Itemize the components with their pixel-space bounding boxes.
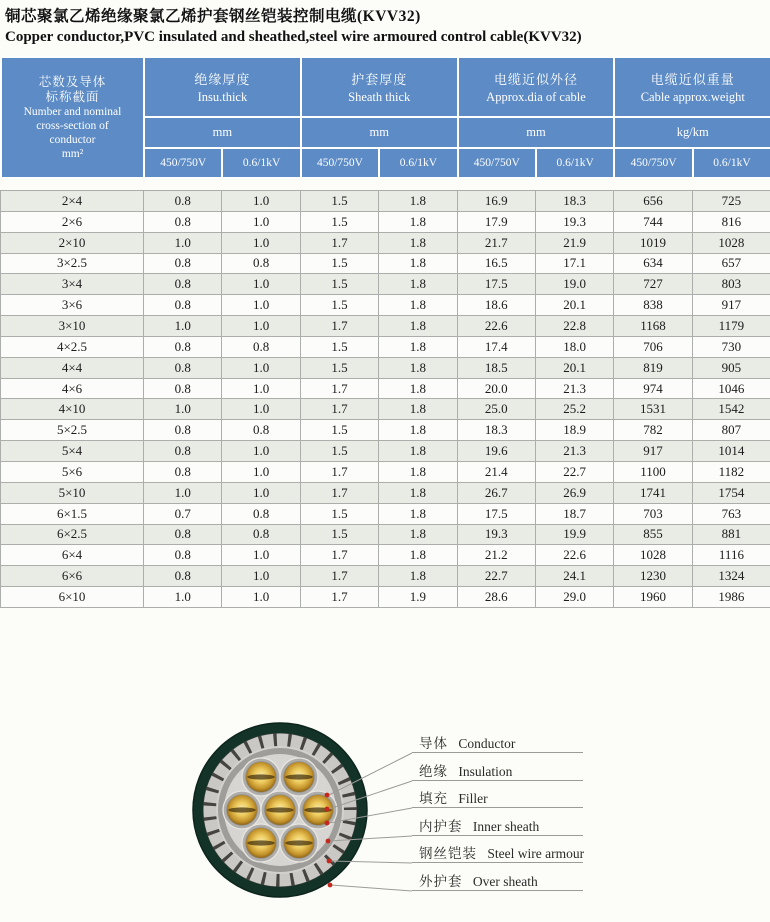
value-cell: 1.8	[379, 420, 457, 441]
value-cell: 1.5	[300, 524, 378, 545]
value-cell: 1.0	[222, 566, 300, 587]
value-cell: 1324	[692, 566, 770, 587]
value-cell: 24.1	[535, 566, 613, 587]
value-cell: 18.0	[535, 336, 613, 357]
unit-diameter: mm	[458, 117, 615, 148]
value-cell: 18.9	[535, 420, 613, 441]
value-cell: 1.0	[144, 399, 222, 420]
value-cell: 1.5	[300, 420, 378, 441]
value-cell: 1028	[614, 545, 692, 566]
core-conductor	[299, 791, 337, 829]
value-cell: 0.8	[144, 211, 222, 232]
value-cell: 1.5	[300, 274, 378, 295]
value-cell: 0.8	[144, 461, 222, 482]
voltage-col-header: 0.6/1kV	[222, 148, 300, 178]
header-weight-en: Cable approx.weight	[640, 90, 745, 104]
voltage-col-header: 450/750V	[458, 148, 536, 178]
row-size-label: 4×2.5	[1, 336, 144, 357]
table-row	[1, 399, 770, 420]
unit-insulation: mm	[144, 117, 301, 148]
row-size-label: 5×10	[1, 482, 144, 503]
value-cell: 20.0	[457, 378, 535, 399]
header-approx-diameter	[458, 57, 615, 117]
value-cell: 1.0	[144, 316, 222, 337]
value-cell: 17.9	[457, 211, 535, 232]
value-cell: 0.8	[144, 566, 222, 587]
value-cell: 1.0	[222, 232, 300, 253]
value-cell: 16.5	[457, 253, 535, 274]
value-cell: 1.0	[144, 232, 222, 253]
value-cell: 917	[614, 441, 692, 462]
table-row	[1, 316, 770, 337]
value-cell: 744	[614, 211, 692, 232]
row-size-label: 2×4	[1, 191, 144, 212]
value-cell: 21.7	[457, 232, 535, 253]
table-row	[1, 566, 770, 587]
value-cell: 1.8	[379, 295, 457, 316]
value-cell: 1.0	[144, 587, 222, 608]
value-cell: 0.8	[144, 191, 222, 212]
label-steel-wire-armour	[412, 842, 583, 863]
row-size-label: 4×10	[1, 399, 144, 420]
core-conductor	[242, 758, 280, 796]
value-cell: 1.8	[379, 357, 457, 378]
value-cell: 855	[614, 524, 692, 545]
header-conductor-size-en3: conductor	[49, 133, 96, 146]
value-cell: 656	[614, 191, 692, 212]
value-cell: 1.8	[379, 461, 457, 482]
value-cell: 0.8	[222, 253, 300, 274]
value-cell: 1.8	[379, 545, 457, 566]
value-cell: 1.0	[222, 441, 300, 462]
value-cell: 1.7	[300, 316, 378, 337]
value-cell: 782	[614, 420, 692, 441]
value-cell: 18.3	[535, 191, 613, 212]
value-cell: 0.8	[222, 524, 300, 545]
header-diameter-zh: 电缆近似外径	[493, 72, 578, 87]
value-cell: 26.7	[457, 482, 535, 503]
value-cell: 1.0	[222, 545, 300, 566]
value-cell: 21.4	[457, 461, 535, 482]
cable-layers	[193, 723, 367, 897]
value-cell: 1.8	[379, 316, 457, 337]
row-size-label: 6×1.5	[1, 503, 144, 524]
row-size-label: 2×10	[1, 232, 144, 253]
value-cell: 1182	[692, 461, 770, 482]
value-cell: 0.8	[144, 274, 222, 295]
value-cell: 0.8	[144, 378, 222, 399]
value-cell: 1531	[614, 399, 692, 420]
table-row	[1, 420, 770, 441]
row-size-label: 5×6	[1, 461, 144, 482]
value-cell: 1046	[692, 378, 770, 399]
header-approx-weight	[614, 57, 770, 117]
label-filler	[412, 787, 583, 808]
value-cell: 1986	[692, 587, 770, 608]
table-row	[1, 545, 770, 566]
value-cell: 816	[692, 211, 770, 232]
value-cell: 1.0	[222, 357, 300, 378]
value-cell: 1116	[692, 545, 770, 566]
value-cell: 1.8	[379, 253, 457, 274]
row-size-label: 3×2.5	[1, 253, 144, 274]
value-cell: 1.8	[379, 503, 457, 524]
label-conductor-en: Conductor	[458, 735, 516, 751]
cable-cross-section-illustration	[0, 720, 770, 905]
value-cell: 1.8	[379, 524, 457, 545]
row-size-label: 6×10	[1, 587, 144, 608]
value-cell: 730	[692, 336, 770, 357]
value-cell: 1.5	[300, 191, 378, 212]
label-inner-sheath-zh: 内护套	[419, 818, 463, 834]
value-cell: 657	[692, 253, 770, 274]
value-cell: 22.7	[535, 461, 613, 482]
unit-sheath: mm	[301, 117, 458, 148]
table-row	[1, 357, 770, 378]
header-insulation-en: Insu.thick	[197, 90, 248, 104]
value-cell: 881	[692, 524, 770, 545]
value-cell: 634	[614, 253, 692, 274]
value-cell: 1.8	[379, 399, 457, 420]
value-cell: 21.3	[535, 378, 613, 399]
voltage-col-header: 0.6/1kV	[693, 148, 770, 178]
value-cell: 727	[614, 274, 692, 295]
value-cell: 29.0	[535, 587, 613, 608]
value-cell: 1.8	[379, 232, 457, 253]
voltage-col-header: 0.6/1kV	[379, 148, 457, 178]
unit-weight: kg/km	[614, 117, 770, 148]
value-cell: 1.0	[222, 399, 300, 420]
core-conductor	[280, 758, 318, 796]
value-cell: 25.2	[535, 399, 613, 420]
value-cell: 20.1	[535, 295, 613, 316]
table-row	[1, 253, 770, 274]
row-size-label: 3×4	[1, 274, 144, 295]
value-cell: 22.6	[457, 316, 535, 337]
value-cell: 19.3	[457, 524, 535, 545]
value-cell: 1.0	[222, 461, 300, 482]
value-cell: 1.5	[300, 336, 378, 357]
title-block	[0, 0, 770, 47]
value-cell: 25.0	[457, 399, 535, 420]
value-cell: 1.7	[300, 232, 378, 253]
value-cell: 803	[692, 274, 770, 295]
value-cell: 1.0	[222, 482, 300, 503]
table-row	[1, 211, 770, 232]
value-cell: 1168	[614, 316, 692, 337]
value-cell: 1.8	[379, 566, 457, 587]
value-cell: 0.7	[144, 503, 222, 524]
value-cell: 1.0	[222, 316, 300, 337]
value-cell: 1.8	[379, 378, 457, 399]
header-conductor-size-zh1: 芯数及导体	[38, 74, 107, 89]
value-cell: 725	[692, 191, 770, 212]
value-cell: 21.3	[535, 441, 613, 462]
page-title-zh: 铜芯聚氯乙烯绝缘聚氯乙烯护套钢丝铠装控制电缆(KVV32)	[5, 8, 421, 25]
row-size-label: 5×4	[1, 441, 144, 462]
value-cell: 21.2	[457, 545, 535, 566]
value-cell: 1.0	[222, 274, 300, 295]
value-cell: 1.7	[300, 587, 378, 608]
value-cell: 22.7	[457, 566, 535, 587]
value-cell: 1.8	[379, 191, 457, 212]
voltage-col-header: 450/750V	[144, 148, 222, 178]
label-inner-sheath	[412, 815, 583, 836]
header-conductor-size-zh2: 标称截面	[45, 89, 100, 104]
value-cell: 819	[614, 357, 692, 378]
label-steel-wire-armour-zh: 钢丝铠装	[419, 845, 477, 861]
value-cell: 19.9	[535, 524, 613, 545]
value-cell: 0.8	[144, 545, 222, 566]
value-cell: 1.5	[300, 357, 378, 378]
row-size-label: 3×10	[1, 316, 144, 337]
value-cell: 1.0	[222, 191, 300, 212]
label-over-sheath-zh: 外护套	[419, 873, 463, 889]
row-size-label: 6×4	[1, 545, 144, 566]
value-cell: 1.8	[379, 211, 457, 232]
value-cell: 1.0	[222, 587, 300, 608]
table-row	[1, 461, 770, 482]
core-conductor	[261, 791, 299, 829]
value-cell: 1100	[614, 461, 692, 482]
value-cell: 1.9	[379, 587, 457, 608]
value-cell: 1.7	[300, 566, 378, 587]
value-cell: 974	[614, 378, 692, 399]
core-conductor	[223, 791, 261, 829]
value-cell: 1.5	[300, 211, 378, 232]
header-sheath-thickness	[301, 57, 458, 117]
label-over-sheath	[412, 870, 583, 891]
table-row	[1, 295, 770, 316]
table-gap	[0, 179, 770, 190]
value-cell: 1960	[614, 587, 692, 608]
voltage-col-header: 450/750V	[301, 148, 379, 178]
table-row	[1, 336, 770, 357]
value-cell: 1.5	[300, 295, 378, 316]
value-cell: 28.6	[457, 587, 535, 608]
value-cell: 1179	[692, 316, 770, 337]
value-cell: 1230	[614, 566, 692, 587]
label-filler-zh: 填充	[419, 790, 448, 806]
header-insulation-thickness	[144, 57, 301, 117]
value-cell: 18.7	[535, 503, 613, 524]
value-cell: 1.7	[300, 399, 378, 420]
table-row	[1, 378, 770, 399]
label-insulation	[412, 760, 583, 781]
value-cell: 19.6	[457, 441, 535, 462]
table-row	[1, 232, 770, 253]
value-cell: 0.8	[222, 420, 300, 441]
value-cell: 838	[614, 295, 692, 316]
value-cell: 917	[692, 295, 770, 316]
value-cell: 16.9	[457, 191, 535, 212]
core-conductor	[242, 824, 280, 862]
value-cell: 0.8	[144, 441, 222, 462]
cable-cross-section-diagram	[0, 720, 770, 905]
header-insulation-zh: 绝缘厚度	[194, 72, 251, 87]
table-row	[1, 274, 770, 295]
value-cell: 18.5	[457, 357, 535, 378]
value-cell: 706	[614, 336, 692, 357]
value-cell: 0.8	[222, 503, 300, 524]
label-insulation-zh: 绝缘	[419, 763, 448, 779]
value-cell: 1.7	[300, 482, 378, 503]
value-cell: 22.8	[535, 316, 613, 337]
value-cell: 0.8	[144, 420, 222, 441]
label-conductor-zh: 导体	[419, 735, 448, 751]
value-cell: 1.0	[222, 211, 300, 232]
table-row	[1, 524, 770, 545]
value-cell: 17.1	[535, 253, 613, 274]
row-size-label: 5×2.5	[1, 420, 144, 441]
header-sheath-zh: 护套厚度	[351, 72, 408, 87]
header-conductor-size-en1: Number and nominal	[23, 105, 122, 118]
header-sheath-en: Sheath thick	[348, 90, 411, 104]
table-row	[1, 441, 770, 462]
value-cell: 17.5	[457, 274, 535, 295]
label-insulation-en: Insulation	[458, 763, 513, 779]
value-cell: 19.3	[535, 211, 613, 232]
value-cell: 0.8	[144, 295, 222, 316]
value-cell: 1.8	[379, 274, 457, 295]
page-title-en: Copper conductor,PVC insulated and sheathed,steel wire armoured control cable(KVV32)	[5, 29, 582, 45]
value-cell: 1.5	[300, 441, 378, 462]
value-cell: 1.7	[300, 378, 378, 399]
value-cell: 0.8	[144, 357, 222, 378]
row-size-label: 3×6	[1, 295, 144, 316]
value-cell: 763	[692, 503, 770, 524]
value-cell: 0.8	[144, 524, 222, 545]
value-cell: 1.8	[379, 441, 457, 462]
value-cell: 22.6	[535, 545, 613, 566]
value-cell: 18.6	[457, 295, 535, 316]
value-cell: 0.8	[144, 336, 222, 357]
spec-table-header	[0, 56, 770, 179]
table-row	[1, 191, 770, 212]
value-cell: 1.8	[379, 482, 457, 503]
header-weight-zh: 电缆近似重量	[650, 72, 735, 87]
value-cell: 703	[614, 503, 692, 524]
value-cell: 1741	[614, 482, 692, 503]
label-conductor	[412, 732, 583, 753]
value-cell: 1.5	[300, 503, 378, 524]
value-cell: 1028	[692, 232, 770, 253]
row-size-label: 2×6	[1, 211, 144, 232]
value-cell: 17.4	[457, 336, 535, 357]
table-row	[1, 482, 770, 503]
value-cell: 1014	[692, 441, 770, 462]
value-cell: 18.3	[457, 420, 535, 441]
value-cell: 1.7	[300, 461, 378, 482]
value-cell: 19.0	[535, 274, 613, 295]
label-inner-sheath-en: Inner sheath	[472, 818, 540, 834]
value-cell: 17.5	[457, 503, 535, 524]
value-cell: 1.5	[300, 253, 378, 274]
label-steel-wire-armour-en: Steel wire armour	[487, 845, 585, 861]
header-conductor-size-en2: cross-section of	[36, 119, 109, 132]
row-size-label: 6×2.5	[1, 524, 144, 545]
value-cell: 1.7	[300, 545, 378, 566]
value-cell: 1019	[614, 232, 692, 253]
table-row	[1, 587, 770, 608]
spec-table-body	[0, 190, 770, 608]
value-cell: 21.9	[535, 232, 613, 253]
value-cell: 1542	[692, 399, 770, 420]
value-cell: 1.0	[222, 378, 300, 399]
value-cell: 26.9	[535, 482, 613, 503]
row-size-label: 4×4	[1, 357, 144, 378]
header-diameter-en: Approx.dia of cable	[486, 90, 586, 104]
label-over-sheath-en: Over sheath	[472, 873, 538, 889]
value-cell: 0.8	[222, 336, 300, 357]
value-cell: 807	[692, 420, 770, 441]
voltage-col-header: 450/750V	[614, 148, 692, 178]
row-size-label: 4×6	[1, 378, 144, 399]
value-cell: 1.8	[379, 336, 457, 357]
value-cell: 1.0	[222, 295, 300, 316]
value-cell: 1754	[692, 482, 770, 503]
core-conductor	[280, 824, 318, 862]
header-conductor-size	[1, 57, 144, 178]
label-filler-en: Filler	[458, 790, 488, 806]
table-row	[1, 503, 770, 524]
header-conductor-size-unit: mm²	[61, 147, 84, 160]
value-cell: 0.8	[144, 253, 222, 274]
value-cell: 1.0	[144, 482, 222, 503]
value-cell: 905	[692, 357, 770, 378]
voltage-col-header: 0.6/1kV	[536, 148, 614, 178]
row-size-label: 6×6	[1, 566, 144, 587]
value-cell: 20.1	[535, 357, 613, 378]
